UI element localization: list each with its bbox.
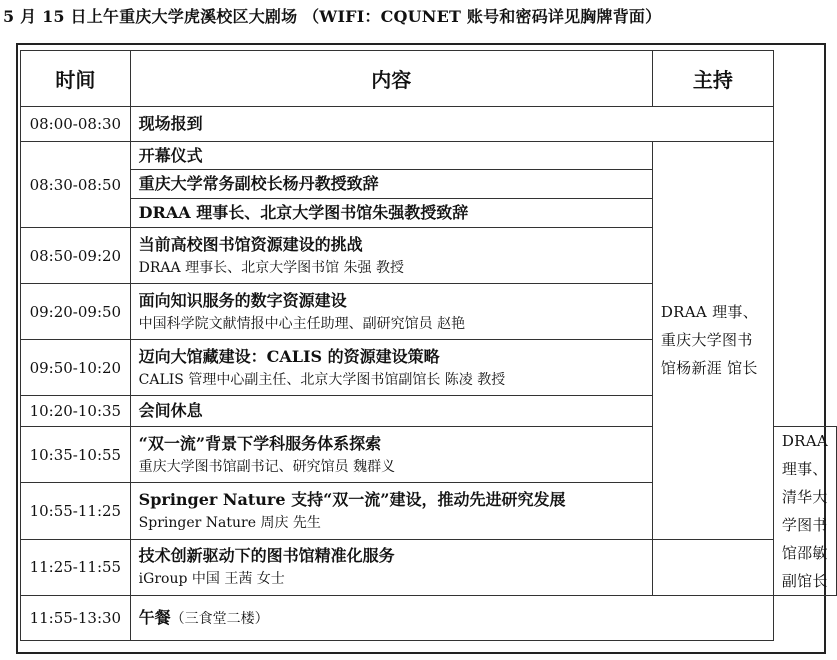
time-cell: 11:55-13:30 <box>21 596 131 641</box>
session-title: 迈向大馆藏建设：CALIS 的资源建设策略 <box>138 346 440 366</box>
host-cell-session1: DRAA 理事、重庆大学图书馆杨新涯 馆长 <box>652 142 773 540</box>
time-cell: 08:00-08:30 <box>21 107 131 142</box>
session-title: 会间休息 <box>138 401 203 420</box>
header-host: 主持 <box>652 51 773 107</box>
time-cell: 09:50-10:20 <box>21 340 131 396</box>
header-content: 内容 <box>130 51 652 107</box>
session-title: DRAA 理事长、北京大学图书馆朱强教授致辞 <box>138 203 469 222</box>
content-cell <box>130 483 652 539</box>
time-cell: 08:30-08:50 <box>21 142 131 228</box>
content-cell <box>130 596 773 641</box>
speaker-line: 中国科学院文献情报中心主任助理、副研究馆员 赵艳 <box>138 315 466 332</box>
speaker-line: DRAA 理事长、北京大学图书馆 朱强 教授 <box>138 259 404 276</box>
session-title: 技术创新驱动下的图书馆精准化服务 <box>138 546 395 566</box>
content-cell <box>130 199 652 228</box>
table-header-row <box>21 51 837 107</box>
time-cell: 09:20-09:50 <box>21 284 131 340</box>
speaker-line: 重庆大学图书馆副书记、研究馆员 魏群义 <box>138 458 396 475</box>
content-cell <box>130 107 773 142</box>
session-title: 面向知识服务的数字资源建设 <box>138 290 347 310</box>
content-cell <box>130 170 652 199</box>
page-title: 5 月 15 日上午重庆大学虎溪校区大剧场 （WIFI：CQUNET 账号和密码详见胸牌背面） <box>3 7 662 26</box>
content-cell <box>130 427 652 483</box>
time-cell: 10:20-10:35 <box>21 396 131 427</box>
time-cell: 10:55-11:25 <box>21 483 131 539</box>
speaker-line: Springer Nature 周庆 先生 <box>138 514 321 531</box>
content-cell <box>130 228 652 284</box>
session-title: 重庆大学常务副校长杨丹教授致辞 <box>138 174 379 193</box>
content-cell <box>130 340 652 396</box>
lunch-location-note: （三食堂二楼） <box>170 611 269 627</box>
row-talk6 <box>21 539 837 595</box>
content-cell <box>130 539 652 595</box>
content-cell <box>130 142 652 170</box>
speaker-line: CALIS 管理中心副主任、北京大学图书馆副馆长 陈凌 教授 <box>138 371 506 388</box>
host-cell-session2: DRAA 理事、清华大学图书馆邵敏 副馆长 <box>773 427 836 596</box>
speaker-line: iGroup 中国 王茜 女士 <box>138 571 285 588</box>
time-cell: 11:25-11:55 <box>21 539 131 595</box>
session-title: 午餐 <box>138 608 171 627</box>
time-cell: 08:50-09:20 <box>21 228 131 284</box>
row-opening <box>21 142 837 170</box>
session-title: 当前高校图书馆资源建设的挑战 <box>138 234 363 254</box>
schedule-table <box>20 50 837 641</box>
time-cell: 10:35-10:55 <box>21 427 131 483</box>
row-checkin <box>21 107 837 142</box>
header-time: 时间 <box>21 51 131 107</box>
session-title: 开幕仪式 <box>138 145 203 165</box>
session-title: “双一流”背景下学科服务体系探索 <box>138 433 382 453</box>
row-lunch <box>21 596 837 641</box>
content-cell <box>130 284 652 340</box>
content-cell <box>130 396 652 427</box>
session-title: Springer Nature 支持“双一流”建设，推动先进研究发展 <box>138 489 566 509</box>
session-title: 现场报到 <box>138 114 203 133</box>
